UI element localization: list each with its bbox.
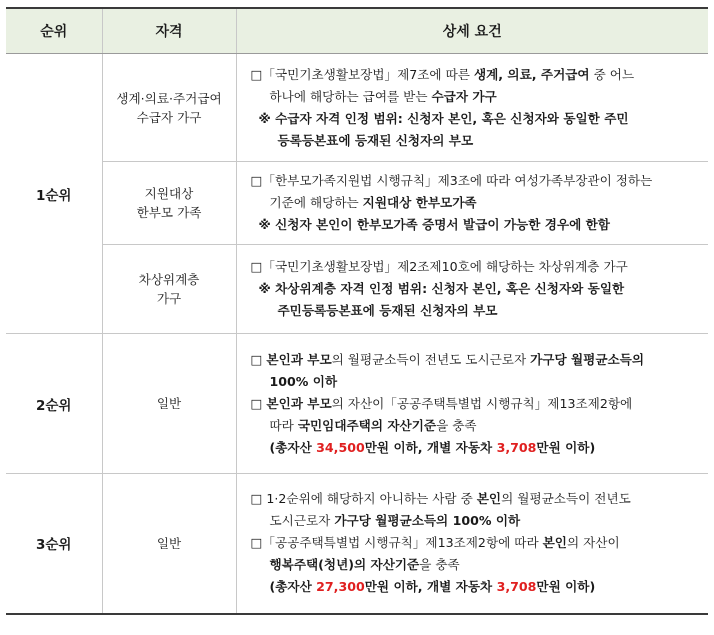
qual-cell [102, 54, 236, 162]
detail-cell [236, 474, 708, 614]
vehicle-limit: 3,708 [496, 579, 537, 595]
header-detail: 상세 요건 [236, 8, 708, 54]
total-assets-limit: 34,500 [316, 439, 365, 455]
detail-line: 도시근로자 가구당 월평균소득의 100% 이하 [269, 513, 521, 529]
table-row [6, 334, 708, 474]
total-assets-limit: 27,300 [316, 579, 365, 595]
table-row [6, 474, 708, 614]
qual-label: 생계·의료·주거급여 수급자 가구 [116, 90, 222, 125]
detail-line: 따라 국민임대주택의 자산기준을 충족 [269, 417, 477, 433]
detail-note: 등록등본표에 등재된 신청자의 부모 [277, 132, 474, 148]
detail-line: □ 1·2순위에 해당하지 아니하는 사람 중 본인의 월평균소득이 전년도 [250, 491, 631, 507]
detail-line: 하나에 해당하는 급여를 받는 수급자 가구 [269, 88, 497, 104]
table-row [6, 162, 708, 245]
detail-cell [236, 334, 708, 474]
rank-3: 3순위 [6, 474, 102, 614]
detail-cell [236, 54, 708, 162]
detail-note: ※ 차상위계층 자격 인정 범위: 신청자 본인, 혹은 신청자와 동일한 [258, 281, 625, 296]
detail-line: □ 본인과 부모의 자산이「공공주택특별법 시행규칙」제13조제2항에 [250, 395, 633, 411]
rank-1: 1순위 [6, 54, 102, 334]
detail-line: (총자산 27,300만원 이하, 개별 자동차 3,708만원 이하) [269, 579, 596, 595]
header-qual: 자격 [102, 8, 236, 54]
qual-label: 일반 [156, 396, 182, 411]
detail-cell [236, 245, 708, 334]
qual-cell [102, 334, 236, 474]
detail-line: 100% 이하 [269, 373, 338, 389]
qual-label: 차상위계층 가구 [138, 272, 200, 306]
qual-label: 일반 [156, 535, 182, 551]
detail-note: 주민등록등본표에 등재된 신청자의 부모 [277, 303, 498, 318]
detail-line: 기준에 해당하는 지원대상 한부모가족 [269, 195, 477, 210]
header-row [6, 8, 708, 54]
rank-2: 2순위 [6, 334, 102, 474]
qual-cell [102, 162, 236, 245]
eligibility-table [6, 7, 708, 615]
detail-line: □ 본인과 부모의 월평균소득이 전년도 도시근로자 가구당 월평균소득의 [250, 351, 644, 367]
detail-note: ※ 수급자 자격 인정 범위: 신청자 본인, 혹은 신청자와 동일한 주민 [258, 110, 629, 126]
qual-label: 지원대상 한부모 가족 [136, 186, 202, 220]
detail-line: (총자산 34,500만원 이하, 개별 자동차 3,708만원 이하) [269, 439, 596, 455]
detail-line: 행복주택(청년)의 자산기준을 충족 [269, 557, 460, 573]
detail-line: □「한부모가족지원법 시행규칙」제3조에 따라 여성가족부장관이 정하는 [250, 173, 653, 188]
vehicle-limit: 3,708 [496, 439, 537, 455]
detail-line: □「공공주택특별법 시행규칙」제13조제2항에 따라 본인의 자산이 [250, 535, 620, 551]
table-row [6, 54, 708, 162]
qual-cell [102, 245, 236, 334]
table-row [6, 245, 708, 334]
qual-cell [102, 474, 236, 614]
detail-line: □「국민기초생활보장법」제7조에 따른 생계, 의료, 주거급여 중 어느 [250, 66, 635, 82]
detail-line: □「국민기초생활보장법」제2조제10호에 해당하는 차상위계층 가구 [250, 259, 628, 274]
detail-cell [236, 162, 708, 245]
detail-note: ※ 신청자 본인이 한부모가족 증명서 발급이 가능한 경우에 한함 [258, 217, 610, 232]
header-rank: 순위 [6, 8, 102, 54]
